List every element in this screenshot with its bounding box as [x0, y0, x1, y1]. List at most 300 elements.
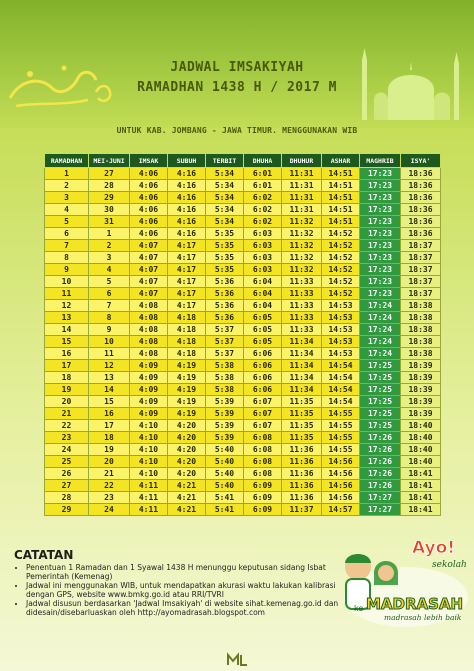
- table-row: [45, 228, 441, 240]
- table-cell: 4:10: [130, 432, 168, 444]
- table-cell: 12: [89, 360, 130, 372]
- table-cell: 5:40: [206, 444, 244, 456]
- table-cell: 5: [45, 216, 89, 228]
- table-cell: 18:38: [401, 336, 441, 348]
- table-cell: 6:07: [244, 408, 282, 420]
- table-cell: 18:37: [401, 288, 441, 300]
- table-cell: 6:07: [244, 420, 282, 432]
- table-cell: 4:20: [168, 468, 206, 480]
- table-cell: 6:03: [244, 264, 282, 276]
- table-cell: 11: [89, 348, 130, 360]
- ayo-madrasah-logo: [336, 527, 470, 633]
- table-cell: 18:39: [401, 372, 441, 384]
- table-cell: 5:39: [206, 396, 244, 408]
- table-row: [45, 264, 441, 276]
- table-cell: 11:33: [282, 288, 322, 300]
- table-cell: 7: [89, 300, 130, 312]
- table-cell: 6:05: [244, 336, 282, 348]
- table-cell: 18:37: [401, 240, 441, 252]
- table-cell: 4:16: [168, 180, 206, 192]
- table-cell: 11:35: [282, 420, 322, 432]
- table-cell: 5:39: [206, 408, 244, 420]
- table-cell: 9: [45, 264, 89, 276]
- table-cell: 25: [45, 456, 89, 468]
- table-cell: 14:55: [322, 420, 360, 432]
- table-cell: 14:54: [322, 360, 360, 372]
- table-cell: 21: [45, 408, 89, 420]
- table-cell: 2: [45, 180, 89, 192]
- table-cell: 18:37: [401, 264, 441, 276]
- table-cell: 4:21: [168, 504, 206, 516]
- table-cell: 17:27: [360, 492, 401, 504]
- table-cell: 5:38: [206, 360, 244, 372]
- table-row: [45, 312, 441, 324]
- table-cell: 9: [89, 324, 130, 336]
- table-cell: 17:25: [360, 372, 401, 384]
- table-cell: 6:03: [244, 252, 282, 264]
- table-cell: 17:26: [360, 432, 401, 444]
- table-cell: 14: [89, 384, 130, 396]
- table-cell: 6:04: [244, 300, 282, 312]
- column-header: TERBIT: [206, 154, 244, 168]
- table-cell: 23: [45, 432, 89, 444]
- table-cell: 14:56: [322, 480, 360, 492]
- table-row: [45, 396, 441, 408]
- table-cell: 7: [45, 240, 89, 252]
- table-cell: 5:34: [206, 192, 244, 204]
- table-row: [45, 444, 441, 456]
- madrasah-text: MADRASAH: [366, 595, 464, 613]
- region-subtitle: UNTUK KAB. JOMBANG - JAWA TIMUR. MENGGUNAKAN WIB: [116, 126, 358, 135]
- table-cell: 14:53: [322, 336, 360, 348]
- table-cell: 11:32: [282, 228, 322, 240]
- table-cell: 11:36: [282, 468, 322, 480]
- table-cell: 4:06: [130, 168, 168, 180]
- table-cell: 4:06: [130, 204, 168, 216]
- table-cell: 6:01: [244, 168, 282, 180]
- table-cell: 18:38: [401, 348, 441, 360]
- table-cell: 17:23: [360, 240, 401, 252]
- table-cell: 4:17: [168, 288, 206, 300]
- table-cell: 26: [45, 468, 89, 480]
- table-row: [45, 240, 441, 252]
- column-header: RAMADHAN: [45, 154, 89, 168]
- table-cell: 4:21: [168, 492, 206, 504]
- table-cell: 11:33: [282, 324, 322, 336]
- table-cell: 15: [89, 396, 130, 408]
- table-cell: 3: [89, 252, 130, 264]
- table-cell: 19: [45, 384, 89, 396]
- table-cell: 5:40: [206, 480, 244, 492]
- table-cell: 22: [89, 480, 130, 492]
- table-header-row: [45, 154, 441, 168]
- notes-list: [14, 563, 348, 617]
- table-cell: 4:07: [130, 252, 168, 264]
- table-cell: 17:25: [360, 360, 401, 372]
- table-cell: 18:40: [401, 444, 441, 456]
- table-cell: 14:51: [322, 168, 360, 180]
- table-cell: 4:10: [130, 456, 168, 468]
- table-cell: 18:39: [401, 396, 441, 408]
- table-cell: 5:34: [206, 216, 244, 228]
- table-cell: 4:20: [168, 456, 206, 468]
- table-cell: 18:41: [401, 492, 441, 504]
- table-cell: 14:53: [322, 300, 360, 312]
- table-cell: 2: [89, 240, 130, 252]
- ayo-text: Ayo!: [412, 538, 456, 558]
- table-row: [45, 492, 441, 504]
- table-cell: 4:06: [130, 216, 168, 228]
- table-cell: 5:38: [206, 372, 244, 384]
- table-cell: 6:01: [244, 180, 282, 192]
- table-cell: 17:23: [360, 228, 401, 240]
- table-cell: 4:19: [168, 396, 206, 408]
- table-cell: 6:02: [244, 192, 282, 204]
- table-cell: 17: [89, 420, 130, 432]
- table-row: [45, 300, 441, 312]
- table-row: [45, 168, 441, 180]
- table-cell: 11:35: [282, 396, 322, 408]
- table-cell: 14:56: [322, 468, 360, 480]
- table-cell: 30: [89, 204, 130, 216]
- table-row: [45, 276, 441, 288]
- table-cell: 4:09: [130, 372, 168, 384]
- table-row: [45, 204, 441, 216]
- table-cell: 4:08: [130, 312, 168, 324]
- table-cell: 15: [45, 336, 89, 348]
- table-cell: 11:31: [282, 204, 322, 216]
- table-cell: 14:55: [322, 408, 360, 420]
- table-cell: 6:02: [244, 204, 282, 216]
- table-row: [45, 360, 441, 372]
- table-cell: 17:23: [360, 180, 401, 192]
- table-cell: 5:35: [206, 252, 244, 264]
- table-cell: 13: [89, 372, 130, 384]
- table-cell: 17:26: [360, 468, 401, 480]
- table-cell: 17:24: [360, 324, 401, 336]
- table-cell: 6:06: [244, 372, 282, 384]
- table-cell: 11:34: [282, 384, 322, 396]
- table-cell: 4:17: [168, 300, 206, 312]
- table-cell: 5:38: [206, 384, 244, 396]
- table-cell: 4:18: [168, 312, 206, 324]
- column-header: ASHAR: [322, 154, 360, 168]
- table-cell: 14: [45, 324, 89, 336]
- table-cell: 11:36: [282, 480, 322, 492]
- table-cell: 6:08: [244, 468, 282, 480]
- table-cell: 14:54: [322, 372, 360, 384]
- table-cell: 14:51: [322, 180, 360, 192]
- table-cell: 4:09: [130, 384, 168, 396]
- note-item: • Jadwal ini menggunakan WIB, untuk mendapatkan akurasi waktu lakukan kalibrasi dengan GPS, website www.bmkg.go.id atau RRI/TVRI: [26, 581, 348, 599]
- table-cell: 6:08: [244, 432, 282, 444]
- table-cell: 19: [89, 444, 130, 456]
- table-cell: 10: [89, 336, 130, 348]
- table-cell: 6:02: [244, 216, 282, 228]
- table-cell: 20: [89, 456, 130, 468]
- table-cell: 14:52: [322, 276, 360, 288]
- table-cell: 14:55: [322, 444, 360, 456]
- table-cell: 22: [45, 420, 89, 432]
- table-cell: 6:06: [244, 360, 282, 372]
- table-cell: 4:18: [168, 324, 206, 336]
- table-cell: 14:56: [322, 492, 360, 504]
- table-cell: 17:23: [360, 288, 401, 300]
- table-row: [45, 348, 441, 360]
- table-cell: 17:23: [360, 216, 401, 228]
- column-header: MAGHRIB: [360, 154, 401, 168]
- table-cell: 17:24: [360, 300, 401, 312]
- table-cell: 17: [45, 360, 89, 372]
- designer-logo-icon: [226, 651, 248, 667]
- table-cell: 6:05: [244, 324, 282, 336]
- table-cell: 5:34: [206, 180, 244, 192]
- table-row: [45, 180, 441, 192]
- table-row: [45, 480, 441, 492]
- table-cell: 5:37: [206, 348, 244, 360]
- table-cell: 11:35: [282, 432, 322, 444]
- table-cell: 14:52: [322, 240, 360, 252]
- table-cell: 8: [89, 312, 130, 324]
- table-cell: 14:51: [322, 204, 360, 216]
- table-cell: 29: [45, 504, 89, 516]
- table-cell: 4:08: [130, 336, 168, 348]
- table-cell: 11:32: [282, 264, 322, 276]
- table-cell: 4:21: [168, 480, 206, 492]
- table-cell: 3: [45, 192, 89, 204]
- table-cell: 11:33: [282, 312, 322, 324]
- table-cell: 14:52: [322, 228, 360, 240]
- table-cell: 13: [45, 312, 89, 324]
- imsakiyah-table: [44, 153, 441, 516]
- table-cell: 14:52: [322, 264, 360, 276]
- table-cell: 14:57: [322, 504, 360, 516]
- table-cell: 18:39: [401, 384, 441, 396]
- table-body: [45, 168, 441, 516]
- table-cell: 14:51: [322, 216, 360, 228]
- table-cell: 28: [89, 180, 130, 192]
- table-row: [45, 384, 441, 396]
- table-cell: 17:23: [360, 204, 401, 216]
- table-cell: 4:06: [130, 180, 168, 192]
- table-cell: 21: [89, 468, 130, 480]
- table-cell: 17:27: [360, 504, 401, 516]
- table-cell: 11:36: [282, 456, 322, 468]
- table-cell: 4: [45, 204, 89, 216]
- table-cell: 6:09: [244, 492, 282, 504]
- table-cell: 18:36: [401, 204, 441, 216]
- table-cell: 4:10: [130, 444, 168, 456]
- table-cell: 18:36: [401, 216, 441, 228]
- table-cell: 18:38: [401, 312, 441, 324]
- table-cell: 11:34: [282, 336, 322, 348]
- table-cell: 5: [89, 276, 130, 288]
- table-row: [45, 324, 441, 336]
- notes-title: CATATAN: [14, 548, 74, 562]
- table-cell: 17:25: [360, 420, 401, 432]
- table-cell: 24: [45, 444, 89, 456]
- table-cell: 5:40: [206, 468, 244, 480]
- table-cell: 18:38: [401, 324, 441, 336]
- table-cell: 14:54: [322, 384, 360, 396]
- table-cell: 14:53: [322, 324, 360, 336]
- table-cell: 5:35: [206, 228, 244, 240]
- table-cell: 11: [45, 288, 89, 300]
- table-cell: 6:08: [244, 456, 282, 468]
- table-cell: 5:36: [206, 312, 244, 324]
- table-cell: 14:55: [322, 432, 360, 444]
- table-cell: 4:20: [168, 420, 206, 432]
- table-cell: 5:34: [206, 204, 244, 216]
- table-cell: 4:17: [168, 276, 206, 288]
- table-cell: 11:33: [282, 300, 322, 312]
- table-cell: 11:34: [282, 360, 322, 372]
- table-cell: 5:35: [206, 240, 244, 252]
- table-cell: 4:16: [168, 168, 206, 180]
- table-cell: 24: [89, 504, 130, 516]
- table-cell: 4:20: [168, 432, 206, 444]
- table-cell: 27: [89, 168, 130, 180]
- column-header: IMSAK: [130, 154, 168, 168]
- table-cell: 18:40: [401, 432, 441, 444]
- table-cell: 6:04: [244, 288, 282, 300]
- column-header: DHUHA: [244, 154, 282, 168]
- table-cell: 29: [89, 192, 130, 204]
- table-cell: 4:11: [130, 504, 168, 516]
- table-cell: 18:36: [401, 192, 441, 204]
- schedule-year: RAMADHAN 1438 H / 2017 M: [137, 80, 337, 95]
- table-cell: 6:03: [244, 228, 282, 240]
- table-cell: 11:37: [282, 504, 322, 516]
- table-cell: 5:36: [206, 288, 244, 300]
- table-cell: 4:19: [168, 372, 206, 384]
- table-cell: 4:17: [168, 240, 206, 252]
- table-cell: 6: [89, 288, 130, 300]
- table-cell: 5:37: [206, 336, 244, 348]
- table-row: [45, 336, 441, 348]
- table-cell: 4:17: [168, 264, 206, 276]
- table-cell: 14:52: [322, 288, 360, 300]
- table-cell: 14:53: [322, 348, 360, 360]
- table-cell: 17:23: [360, 276, 401, 288]
- table-cell: 4: [89, 264, 130, 276]
- table-cell: 4:19: [168, 360, 206, 372]
- tagline-text: madrasah lebih baik: [384, 613, 462, 622]
- table-cell: 6:03: [244, 240, 282, 252]
- table-cell: 5:36: [206, 276, 244, 288]
- column-header: MEI-JUNI: [89, 154, 130, 168]
- table-cell: 4:07: [130, 240, 168, 252]
- table-row: [45, 504, 441, 516]
- table-row: [45, 456, 441, 468]
- table-cell: 18:37: [401, 276, 441, 288]
- table-cell: 17:26: [360, 480, 401, 492]
- table-cell: 5:37: [206, 324, 244, 336]
- table-cell: 8: [45, 252, 89, 264]
- table-cell: 11:31: [282, 180, 322, 192]
- table-cell: 20: [45, 396, 89, 408]
- table-cell: 4:17: [168, 252, 206, 264]
- table-cell: 14:56: [322, 456, 360, 468]
- table-row: [45, 216, 441, 228]
- table-row: [45, 192, 441, 204]
- table-cell: 5:40: [206, 456, 244, 468]
- table-cell: 17:23: [360, 264, 401, 276]
- table-cell: 6:09: [244, 504, 282, 516]
- table-cell: 28: [45, 492, 89, 504]
- table-cell: 6:05: [244, 312, 282, 324]
- table-cell: 4:08: [130, 348, 168, 360]
- table-cell: 18:36: [401, 180, 441, 192]
- table-cell: 6:09: [244, 480, 282, 492]
- table-cell: 18:40: [401, 420, 441, 432]
- table-cell: 1: [45, 168, 89, 180]
- table-cell: 5:41: [206, 492, 244, 504]
- table-cell: 4:20: [168, 444, 206, 456]
- table-cell: 4:09: [130, 408, 168, 420]
- table-cell: 4:18: [168, 348, 206, 360]
- table-cell: 10: [45, 276, 89, 288]
- table-cell: 17:23: [360, 192, 401, 204]
- table-cell: 4:09: [130, 396, 168, 408]
- table-cell: 18: [45, 372, 89, 384]
- table-cell: 4:07: [130, 288, 168, 300]
- table-cell: 18:36: [401, 228, 441, 240]
- table-row: [45, 408, 441, 420]
- table-cell: 17:25: [360, 408, 401, 420]
- table-cell: 17:23: [360, 252, 401, 264]
- table-cell: 11:33: [282, 276, 322, 288]
- table-cell: 6: [45, 228, 89, 240]
- table-cell: 4:16: [168, 192, 206, 204]
- table-cell: 4:11: [130, 492, 168, 504]
- table-cell: 11:32: [282, 252, 322, 264]
- table-cell: 4:08: [130, 324, 168, 336]
- table-cell: 31: [89, 216, 130, 228]
- table-cell: 18:41: [401, 504, 441, 516]
- table-cell: 4:19: [168, 384, 206, 396]
- table-cell: 18: [89, 432, 130, 444]
- table-cell: 17:24: [360, 312, 401, 324]
- table-cell: 27: [45, 480, 89, 492]
- table-cell: 1: [89, 228, 130, 240]
- table-cell: 6:06: [244, 348, 282, 360]
- table-cell: 14:51: [322, 192, 360, 204]
- table-cell: 5:34: [206, 168, 244, 180]
- table-cell: 6:06: [244, 384, 282, 396]
- table-cell: 18:40: [401, 456, 441, 468]
- table-cell: 4:07: [130, 264, 168, 276]
- column-header: SUBUH: [168, 154, 206, 168]
- note-item: • Jadwal disusun berdasarkan 'Jadwal Imsakiyah' di website sihat.kemenag.go.id dan didesain/disebarluaskan oleh http://ayomadrasah.blogspot.com: [26, 599, 348, 617]
- table-cell: 16: [45, 348, 89, 360]
- table-cell: 4:16: [168, 228, 206, 240]
- table-cell: 4:06: [130, 228, 168, 240]
- table-cell: 4:07: [130, 276, 168, 288]
- table-cell: 17:24: [360, 348, 401, 360]
- table-cell: 11:31: [282, 192, 322, 204]
- table-cell: 6:08: [244, 444, 282, 456]
- table-cell: 11:32: [282, 216, 322, 228]
- table-cell: 17:24: [360, 336, 401, 348]
- table-cell: 14:52: [322, 252, 360, 264]
- table-cell: 4:16: [168, 216, 206, 228]
- table-cell: 18:41: [401, 480, 441, 492]
- table-cell: 17:26: [360, 444, 401, 456]
- table-cell: 4:10: [130, 420, 168, 432]
- table-cell: 11:34: [282, 372, 322, 384]
- ke-text: ke: [354, 604, 364, 613]
